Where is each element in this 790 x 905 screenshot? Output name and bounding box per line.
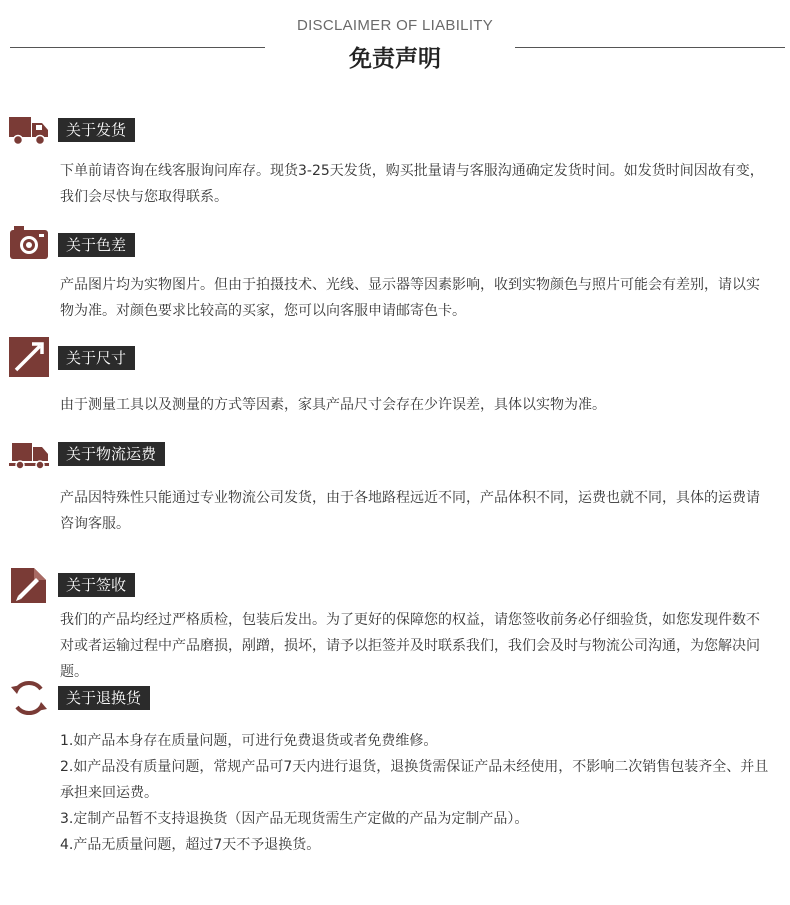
return-icon	[8, 677, 50, 719]
returns-item-1: 1.如产品本身存在质量问题，可进行免费退货或者免费维修。	[60, 733, 438, 749]
section-title-shipping: 关于发货	[58, 118, 135, 142]
sign-icon	[8, 563, 50, 605]
section-paragraph: 产品图片均为实物图片。但由于拍摄技术、光线、显示器等因素影响，收到实物颜色与照片可能会有差别，请以实物为准。对颜色要求比较高的买家，您可以向客服申请邮寄色卡。	[60, 277, 760, 319]
page-title: 免责声明	[349, 46, 441, 72]
section-title-logistics: 关于物流运费	[58, 442, 165, 466]
camera-icon	[8, 223, 50, 265]
section-text-size	[60, 392, 772, 418]
section-paragraph: 产品因特殊性只能通过专业物流公司发货，由于各地路程远近不同，产品体积不同，运费也就不同，具体的运费请咨询客服。	[60, 490, 760, 532]
section-paragraph: 我们的产品均经过严格质检，包装后发出。为了更好的保障您的权益，请您签收前务必仔细验货，如您发现件数不对或者运输过程中产品磨损，剐蹭，损坏，请予以拒签并及时联系我们，我们会及时与物流公司沟通，为您解决问题。	[60, 612, 760, 680]
section-text-sign	[60, 607, 772, 685]
ruler-icon	[8, 336, 50, 378]
section-text-logistics	[60, 485, 772, 537]
section-title-sign: 关于签收	[58, 573, 135, 597]
returns-item-2: 2.如产品没有质量问题，常规产品可7天内进行退货，退换货需保证产品未经使用，不影响二次销售包装齐全、并且承担来回运费。	[60, 759, 769, 801]
section-text-shipping	[60, 158, 772, 210]
returns-item-3: 3.定制产品暂不支持退换货（因产品无现货需生产定做的产品为定制产品）。	[60, 811, 529, 827]
section-paragraph: 由于测量工具以及测量的方式等因素，家具产品尺寸会存在少许误差，具体以实物为准。	[60, 397, 606, 413]
header-subtitle: DISCLAIMER OF LIABILITY	[296, 17, 494, 34]
section-title-size: 关于尺寸	[58, 346, 135, 370]
truck-icon	[8, 109, 50, 151]
section-title-returns: 关于退换货	[58, 686, 150, 710]
section-title-color: 关于色差	[58, 233, 135, 257]
returns-item-4: 4.产品无质量问题，超过7天不予退换货。	[60, 837, 321, 853]
section-paragraph: 下单前请咨询在线客服询问库存。现货3-25天发货，购买批量请与客服沟通确定发货时间。如发货时间因故有变，我们会尽快与您取得联系。	[60, 163, 764, 205]
delivery-truck-icon	[8, 433, 50, 475]
section-text-color	[60, 272, 772, 324]
section-text-returns	[60, 728, 772, 858]
